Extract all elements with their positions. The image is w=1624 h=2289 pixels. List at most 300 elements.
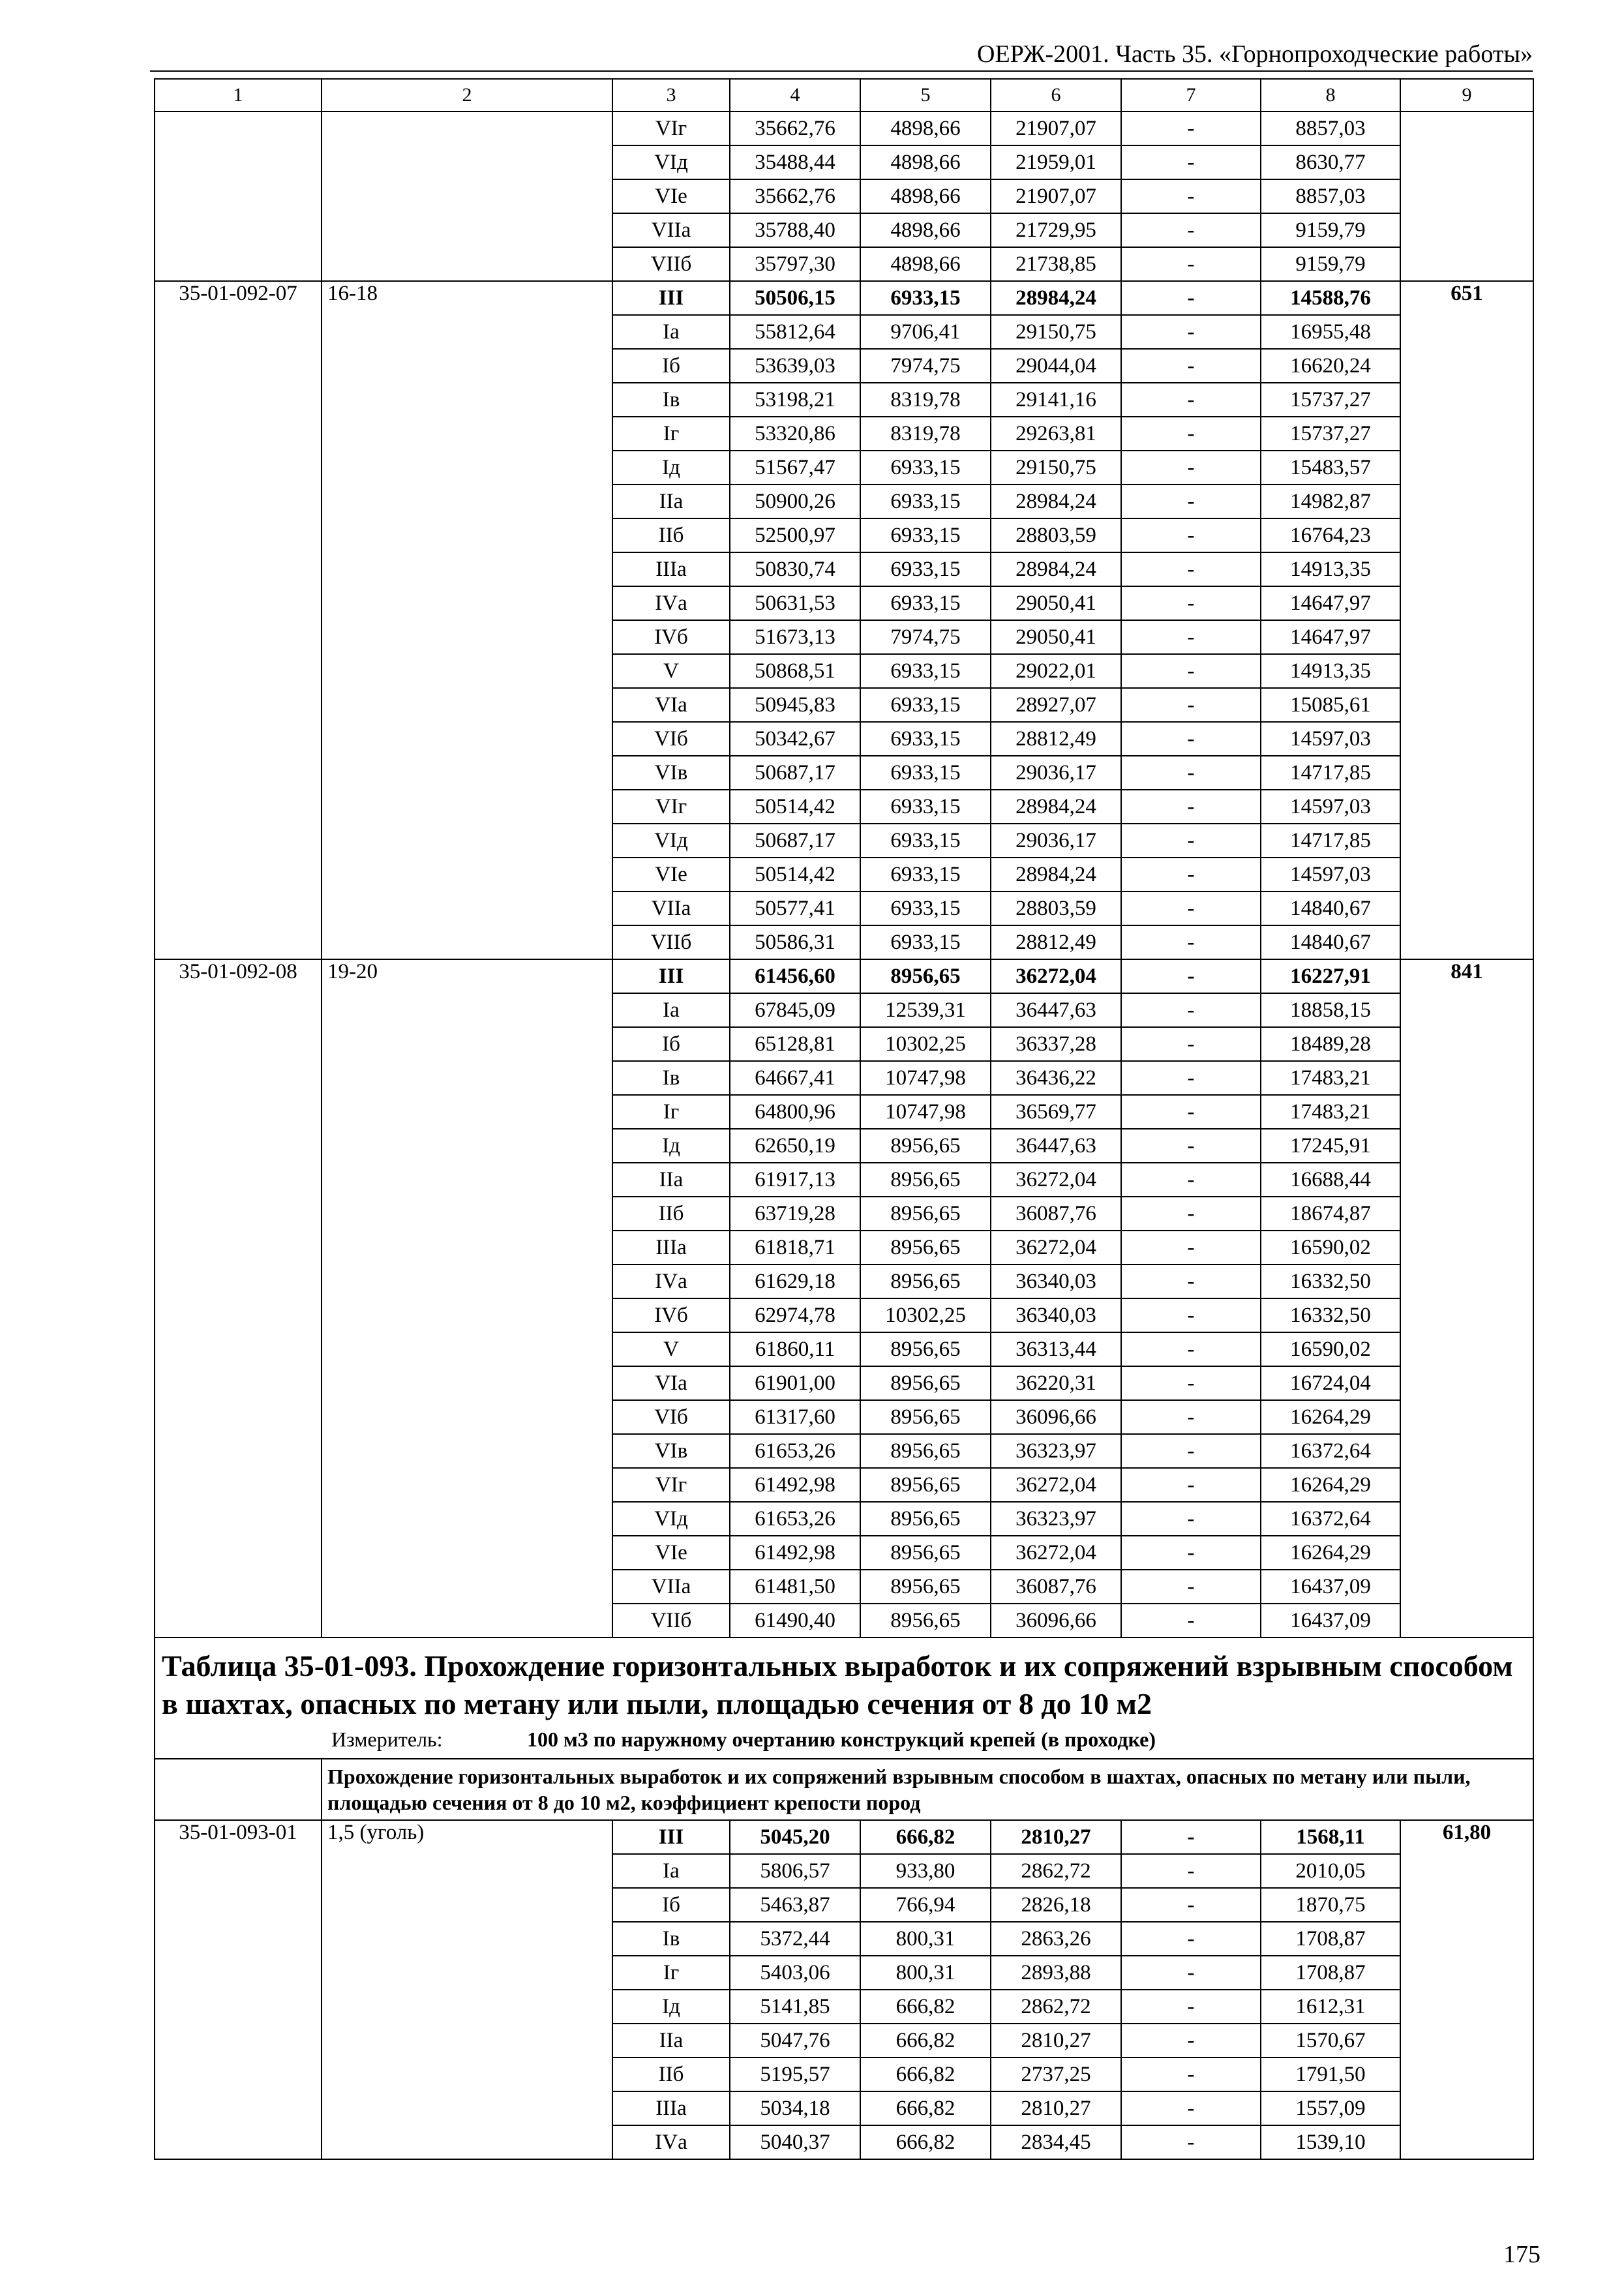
table-cell: 2862,72: [991, 1990, 1121, 2024]
table-cell: 4898,66: [860, 145, 991, 179]
table-cell: 5045,20: [730, 1820, 860, 1854]
table-cell: VIIб: [612, 1604, 730, 1638]
table-cell: 36337,28: [991, 1027, 1121, 1061]
table-cell: 5034,18: [730, 2091, 860, 2125]
table-cell: 15085,61: [1261, 688, 1400, 722]
table-cell: 2810,27: [991, 2024, 1121, 2057]
table-cell: 6933,15: [860, 925, 991, 959]
table-cell: 2862,72: [991, 1854, 1121, 1888]
table-cell: -: [1121, 1854, 1261, 1888]
table-cell: -: [1121, 213, 1261, 247]
table-cell: -: [1121, 518, 1261, 552]
table-cell: IIб: [612, 2057, 730, 2091]
table-cell: 61490,40: [730, 1604, 860, 1638]
table-cell: 28984,24: [991, 552, 1121, 586]
table-cell: 61456,60: [730, 959, 860, 993]
table-cell: -: [1121, 315, 1261, 349]
table-cell: 8956,65: [860, 1163, 991, 1197]
table-cell: V: [612, 654, 730, 688]
table-cell: 8956,65: [860, 1604, 991, 1638]
table-cell: -: [1121, 1956, 1261, 1990]
table-cell: 2893,88: [991, 1956, 1121, 1990]
table-cell: 666,82: [860, 2057, 991, 2091]
page-number: 175: [1503, 2241, 1541, 2268]
table-cell: 6933,15: [860, 485, 991, 518]
table-cell: 61317,60: [730, 1400, 860, 1434]
table-cell: 6933,15: [860, 281, 991, 315]
parameter: 16-18: [322, 281, 612, 959]
table-cell: 8956,65: [860, 1129, 991, 1163]
table-cell: 933,80: [860, 1854, 991, 1888]
col-number: 4: [730, 79, 860, 112]
table-cell: VIе: [612, 179, 730, 213]
table-cell: 36447,63: [991, 1129, 1121, 1163]
table-cell: -: [1121, 1366, 1261, 1400]
table-cell: 4898,66: [860, 247, 991, 281]
table-cell: 61629,18: [730, 1264, 860, 1298]
col-number: 9: [1400, 79, 1533, 112]
table-row: [155, 112, 1533, 145]
table-cell: 14597,03: [1261, 858, 1400, 891]
table-cell: IIа: [612, 485, 730, 518]
table-cell: VIIа: [612, 891, 730, 925]
table-cell: 1708,87: [1261, 1922, 1400, 1956]
table-cell: -: [1121, 179, 1261, 213]
table-cell: 6933,15: [860, 654, 991, 688]
table-cell: 2863,26: [991, 1922, 1121, 1956]
table-cell: 2810,27: [991, 1820, 1121, 1854]
table-cell: 36087,76: [991, 1197, 1121, 1231]
table-cell: 29044,04: [991, 349, 1121, 383]
table-cell: 18489,28: [1261, 1027, 1400, 1061]
table-cell: Iб: [612, 349, 730, 383]
table-cell: 2834,45: [991, 2125, 1121, 2159]
table-cell: VIд: [612, 824, 730, 858]
table-cell: VIб: [612, 1400, 730, 1434]
table-cell: -: [1121, 1434, 1261, 1468]
table-cell: 51673,13: [730, 620, 860, 654]
table-cell: 36272,04: [991, 959, 1121, 993]
table-cell: 53198,21: [730, 383, 860, 417]
table-cell: IVа: [612, 586, 730, 620]
table-cell: 14647,97: [1261, 620, 1400, 654]
table-cell: -: [1121, 247, 1261, 281]
table-cell: 8956,65: [860, 1434, 991, 1468]
table-cell: 16437,09: [1261, 1570, 1400, 1604]
table-cell: IIа: [612, 1163, 730, 1197]
table-cell: VIб: [612, 722, 730, 756]
table-cell: -: [1121, 2057, 1261, 2091]
subheader-blank: [155, 1759, 322, 1820]
table-cell: 50945,83: [730, 688, 860, 722]
table-cell: 2010,05: [1261, 1854, 1400, 1888]
table-cell: III: [612, 959, 730, 993]
table-cell: 51567,47: [730, 451, 860, 485]
table-cell: 766,94: [860, 1888, 991, 1922]
table-cell: 50577,41: [730, 891, 860, 925]
table-cell: -: [1121, 145, 1261, 179]
table-cell: 16590,02: [1261, 1231, 1400, 1264]
table-cell: 8956,65: [860, 1570, 991, 1604]
table-cell: 35662,76: [730, 112, 860, 145]
table-cell: 8857,03: [1261, 179, 1400, 213]
table-cell: 21907,07: [991, 179, 1121, 213]
table-cell: 1568,11: [1261, 1820, 1400, 1854]
table-cell: 8857,03: [1261, 112, 1400, 145]
table-cell: -: [1121, 1163, 1261, 1197]
table-cell: 18858,15: [1261, 993, 1400, 1027]
table-cell: 16372,64: [1261, 1502, 1400, 1536]
table-cell: 21729,95: [991, 213, 1121, 247]
table-caption-row: [155, 1638, 1533, 1759]
table-cell: IIIа: [612, 2091, 730, 2125]
table-cell: 21959,01: [991, 145, 1121, 179]
table-cell: 16264,29: [1261, 1468, 1400, 1502]
table-cell: 35788,40: [730, 213, 860, 247]
col-number: 7: [1121, 79, 1261, 112]
table-cell: 16332,50: [1261, 1298, 1400, 1332]
table-cell: 8319,78: [860, 417, 991, 451]
table-cell: 50506,15: [730, 281, 860, 315]
rate-code: 35-01-092-08: [155, 959, 322, 1638]
table-cell: 50830,74: [730, 552, 860, 586]
table-cell: -: [1121, 993, 1261, 1027]
table-cell: 29050,41: [991, 586, 1121, 620]
table-cell: 63719,28: [730, 1197, 860, 1231]
table-cell: 14588,76: [1261, 281, 1400, 315]
table-cell: 6933,15: [860, 518, 991, 552]
table-cell: 29263,81: [991, 417, 1121, 451]
table-cell: 65128,81: [730, 1027, 860, 1061]
table-cell: 67845,09: [730, 993, 860, 1027]
table-cell: 29150,75: [991, 451, 1121, 485]
table-cell: VIа: [612, 688, 730, 722]
table-row: [155, 281, 1533, 315]
unit-label: Измеритель:: [331, 1728, 443, 1751]
table-cell: 5463,87: [730, 1888, 860, 1922]
table-cell: 2826,18: [991, 1888, 1121, 1922]
table-cell: -: [1121, 112, 1261, 145]
table-cell: -: [1121, 417, 1261, 451]
table-row: [155, 959, 1533, 993]
table-cell: 7974,75: [860, 349, 991, 383]
table-cell: III: [612, 281, 730, 315]
table-cell: VIв: [612, 1434, 730, 1468]
table-cell: 36569,77: [991, 1095, 1121, 1129]
rate-code: [155, 112, 322, 281]
table-cell: 52500,97: [730, 518, 860, 552]
table-cell: 28984,24: [991, 485, 1121, 518]
section-subheader-row: [155, 1759, 1533, 1820]
table-cell: 62974,78: [730, 1298, 860, 1332]
table-cell: 6933,15: [860, 722, 991, 756]
table-cell: 64667,41: [730, 1061, 860, 1095]
unit-value: 100 м3 по наружному очертанию конструкций крепей (в проходке): [527, 1728, 1156, 1751]
table-cell: -: [1121, 620, 1261, 654]
table-title: Таблица 35-01-093. Прохождение горизонтальных выработок и их сопряжений взрывным способом в шахтах, опасных по метану или пыли, площадью сечения от 8 до 10 м2: [162, 1649, 1513, 1720]
table-cell: VIв: [612, 756, 730, 790]
table-cell: -: [1121, 2091, 1261, 2125]
extra-value: 61,80: [1400, 1820, 1533, 2159]
table-cell: 28803,59: [991, 891, 1121, 925]
table-cell: -: [1121, 756, 1261, 790]
column-number-row: [155, 79, 1533, 112]
table-cell: 4898,66: [860, 213, 991, 247]
table-cell: -: [1121, 1888, 1261, 1922]
extra-value: 841: [1400, 959, 1533, 1638]
table-cell: -: [1121, 2024, 1261, 2057]
table-cell: 1870,75: [1261, 1888, 1400, 1922]
table-cell: -: [1121, 858, 1261, 891]
table-cell: 14597,03: [1261, 790, 1400, 824]
col-number: 8: [1261, 79, 1400, 112]
table-cell: 61492,98: [730, 1468, 860, 1502]
table-cell: -: [1121, 1231, 1261, 1264]
table-cell: Iд: [612, 1129, 730, 1163]
table-cell: 36313,44: [991, 1332, 1121, 1366]
table-cell: -: [1121, 1264, 1261, 1298]
table-cell: 6933,15: [860, 824, 991, 858]
table-cell: -: [1121, 1095, 1261, 1129]
table-cell: 16590,02: [1261, 1332, 1400, 1366]
table-cell: 28812,49: [991, 722, 1121, 756]
table-cell: IVа: [612, 2125, 730, 2159]
table-cell: 6933,15: [860, 891, 991, 925]
table-cell: 8956,65: [860, 1264, 991, 1298]
table-cell: 28984,24: [991, 790, 1121, 824]
table-cell: IVа: [612, 1264, 730, 1298]
table-row: [155, 1820, 1533, 1854]
table-cell: Iв: [612, 1922, 730, 1956]
table-cell: 8956,65: [860, 1502, 991, 1536]
table-cell: VIIа: [612, 213, 730, 247]
table-cell: -: [1121, 1604, 1261, 1638]
table-cell: 55812,64: [730, 315, 860, 349]
table-cell: 10747,98: [860, 1095, 991, 1129]
table-cell: -: [1121, 1536, 1261, 1570]
table-cell: VIе: [612, 1536, 730, 1570]
table-cell: 6933,15: [860, 586, 991, 620]
table-cell: 17483,21: [1261, 1095, 1400, 1129]
table-cell: 2810,27: [991, 2091, 1121, 2125]
table-cell: -: [1121, 1197, 1261, 1231]
table-cell: 7974,75: [860, 620, 991, 654]
table-cell: 15737,27: [1261, 417, 1400, 451]
table-cell: 61492,98: [730, 1536, 860, 1570]
table-cell: 62650,19: [730, 1129, 860, 1163]
table-cell: 29050,41: [991, 620, 1121, 654]
table-cell: -: [1121, 790, 1261, 824]
table-cell: 16955,48: [1261, 315, 1400, 349]
table-cell: 800,31: [860, 1922, 991, 1956]
table-cell: 36340,03: [991, 1298, 1121, 1332]
table-cell: 8956,65: [860, 1400, 991, 1434]
table-cell: 15737,27: [1261, 383, 1400, 417]
table-cell: 14982,87: [1261, 485, 1400, 518]
table-cell: 50900,26: [730, 485, 860, 518]
table-cell: 6933,15: [860, 858, 991, 891]
table-cell: 36272,04: [991, 1231, 1121, 1264]
table-cell: 1557,09: [1261, 2091, 1400, 2125]
table-cell: 666,82: [860, 1990, 991, 2024]
table-cell: -: [1121, 451, 1261, 485]
table-cell: 50342,67: [730, 722, 860, 756]
table-cell: 14717,85: [1261, 824, 1400, 858]
table-cell: 9159,79: [1261, 247, 1400, 281]
table-cell: VIа: [612, 1366, 730, 1400]
table-cell: -: [1121, 1922, 1261, 1956]
table-cell: 16620,24: [1261, 349, 1400, 383]
table-cell: VIд: [612, 1502, 730, 1536]
section-subheader: Прохождение горизонтальных выработок и их сопряжений взрывным способом в шахтах, опасных по метану или пыли, площадью сечения от 8 до 10 м2, коэффициент крепости пород: [322, 1759, 1533, 1820]
table-cell: -: [1121, 1332, 1261, 1366]
table-cell: 16264,29: [1261, 1536, 1400, 1570]
table-cell: IIIа: [612, 1231, 730, 1264]
table-cell: 8956,65: [860, 1536, 991, 1570]
table-cell: 61481,50: [730, 1570, 860, 1604]
table-cell: 29022,01: [991, 654, 1121, 688]
table-cell: VIд: [612, 145, 730, 179]
table-cell: 10302,25: [860, 1027, 991, 1061]
table-cell: 50868,51: [730, 654, 860, 688]
table-cell: 15483,57: [1261, 451, 1400, 485]
table-cell: 14647,97: [1261, 586, 1400, 620]
parameter: [322, 112, 612, 281]
table-cell: Iг: [612, 417, 730, 451]
table-cell: IVб: [612, 620, 730, 654]
table-cell: 8956,65: [860, 1231, 991, 1264]
table-cell: 1708,87: [1261, 1956, 1400, 1990]
table-cell: -: [1121, 1027, 1261, 1061]
table-cell: Iг: [612, 1956, 730, 1990]
table-cell: 28984,24: [991, 281, 1121, 315]
table-cell: IVб: [612, 1298, 730, 1332]
table-cell: 800,31: [860, 1956, 991, 1990]
table-cell: 29036,17: [991, 756, 1121, 790]
table-cell: VIг: [612, 790, 730, 824]
extra-value: [1400, 112, 1533, 281]
table-cell: 14840,67: [1261, 891, 1400, 925]
table-cell: 16724,04: [1261, 1366, 1400, 1400]
table-cell: 5040,37: [730, 2125, 860, 2159]
table-cell: VIг: [612, 1468, 730, 1502]
table-cell: VIIа: [612, 1570, 730, 1604]
table-cell: IIб: [612, 518, 730, 552]
table-cell: 35662,76: [730, 179, 860, 213]
table-cell: 8319,78: [860, 383, 991, 417]
table-cell: 14913,35: [1261, 654, 1400, 688]
table-cell: IIб: [612, 1197, 730, 1231]
table-cell: 36323,97: [991, 1502, 1121, 1536]
table-cell: 50631,53: [730, 586, 860, 620]
table-cell: 6933,15: [860, 451, 991, 485]
table-cell: 9159,79: [1261, 213, 1400, 247]
table-cell: 14913,35: [1261, 552, 1400, 586]
table-cell: VIIб: [612, 925, 730, 959]
table-cell: 29150,75: [991, 315, 1121, 349]
parameter: 19-20: [322, 959, 612, 1638]
table-cell: 29036,17: [991, 824, 1121, 858]
table-cell: 8956,65: [860, 959, 991, 993]
col-number: 3: [612, 79, 730, 112]
table-cell: -: [1121, 2125, 1261, 2159]
table-cell: -: [1121, 1990, 1261, 2024]
table-caption-cell: [155, 1638, 1533, 1759]
table-cell: 21907,07: [991, 112, 1121, 145]
table-cell: -: [1121, 1129, 1261, 1163]
table-cell: 666,82: [860, 2125, 991, 2159]
header-rule: [150, 70, 1533, 72]
table-cell: 50687,17: [730, 824, 860, 858]
table-cell: 18674,87: [1261, 1197, 1400, 1231]
table-cell: 5195,57: [730, 2057, 860, 2091]
table-cell: -: [1121, 586, 1261, 620]
table-cell: 36096,66: [991, 1400, 1121, 1434]
table-cell: 666,82: [860, 2091, 991, 2125]
table-cell: -: [1121, 891, 1261, 925]
table-cell: 36272,04: [991, 1536, 1121, 1570]
table-cell: 36340,03: [991, 1264, 1121, 1298]
table-cell: Iв: [612, 383, 730, 417]
table-cell: Iа: [612, 315, 730, 349]
table-cell: 53639,03: [730, 349, 860, 383]
table-cell: VIIб: [612, 247, 730, 281]
table-cell: 14717,85: [1261, 756, 1400, 790]
table-cell: 2737,25: [991, 2057, 1121, 2091]
running-header: ОЕРЖ-2001. Часть 35. «Горнопроходческие работы»: [977, 40, 1533, 68]
table-cell: 16437,09: [1261, 1604, 1400, 1638]
table-cell: 14840,67: [1261, 925, 1400, 959]
table-cell: 53320,86: [730, 417, 860, 451]
table-cell: Iд: [612, 1990, 730, 2024]
table-cell: 17245,91: [1261, 1129, 1400, 1163]
table-cell: 1791,50: [1261, 2057, 1400, 2091]
table-cell: 36272,04: [991, 1468, 1121, 1502]
table-cell: 16688,44: [1261, 1163, 1400, 1197]
table-cell: 28927,07: [991, 688, 1121, 722]
table-cell: -: [1121, 1400, 1261, 1434]
table-cell: -: [1121, 1298, 1261, 1332]
table-cell: 61901,00: [730, 1366, 860, 1400]
table-cell: VIг: [612, 112, 730, 145]
table-cell: 5141,85: [730, 1990, 860, 2024]
table-cell: -: [1121, 1820, 1261, 1854]
table-cell: Iв: [612, 1061, 730, 1095]
table-cell: 28803,59: [991, 518, 1121, 552]
table-cell: -: [1121, 1468, 1261, 1502]
table-cell: 21738,85: [991, 247, 1121, 281]
table-cell: 5403,06: [730, 1956, 860, 1990]
table-cell: 5047,76: [730, 2024, 860, 2057]
table-cell: 14597,03: [1261, 722, 1400, 756]
table-cell: 8956,65: [860, 1366, 991, 1400]
table-cell: 61653,26: [730, 1502, 860, 1536]
table-cell: -: [1121, 925, 1261, 959]
table-cell: 16332,50: [1261, 1264, 1400, 1298]
table-cell: -: [1121, 722, 1261, 756]
table-cell: V: [612, 1332, 730, 1366]
table-cell: 9706,41: [860, 315, 991, 349]
table-cell: -: [1121, 383, 1261, 417]
table-cell: 35797,30: [730, 247, 860, 281]
table-cell: -: [1121, 349, 1261, 383]
table-cell: 36087,76: [991, 1570, 1121, 1604]
table-cell: 1570,67: [1261, 2024, 1400, 2057]
table-cell: 61917,13: [730, 1163, 860, 1197]
table-cell: IIIа: [612, 552, 730, 586]
table-cell: 10747,98: [860, 1061, 991, 1095]
table-cell: -: [1121, 485, 1261, 518]
